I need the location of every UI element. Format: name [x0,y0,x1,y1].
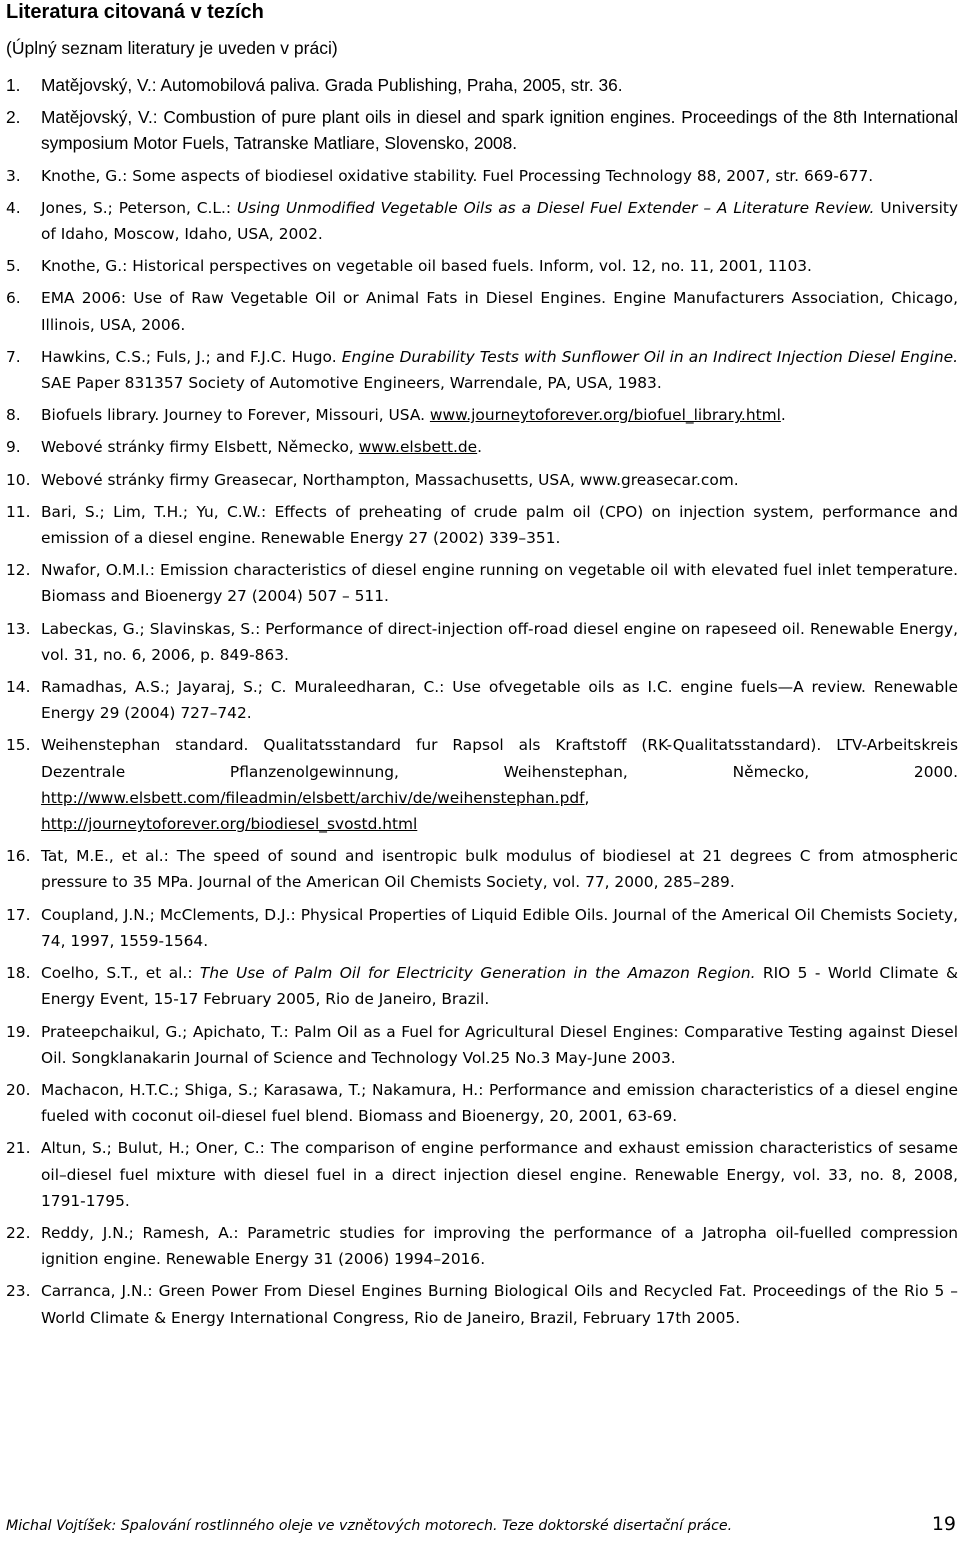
reference-text-part: Bari, S.; Lim, T.H.; Yu, C.W.: Effects of preheating of crude palm oil (CPO) on injection system, performance and emission of a diesel engine. Renewable Energy 27 (2002) 339–351. [41,502,958,548]
reference-item [6,72,958,98]
reference-text [41,434,958,460]
reference-item [6,616,958,668]
reference-text [41,1220,958,1272]
reference-text [41,1077,958,1129]
reference-text [41,285,958,337]
reference-number: 4. [6,198,21,217]
reference-item [6,1135,958,1214]
reference-item [6,285,958,337]
reference-number: 12. [6,561,31,580]
reference-link[interactable]: www.journeytoforever.org/biofuel_library.html [429,406,781,425]
reference-text-part: Webové stránky firmy Greasecar, Northampton, Massachusetts, USA, www.greasecar.com. [41,470,739,489]
reference-text-part: Jones, S.; Peterson, C.L.: [41,198,237,217]
reference-text-part: Matějovský, V.: Combustion of pure plant oils in diesel and spark ignition engines. Proceedings of the 8th International symposium Motor Fuels, Tatranske Matliare, Slovensko, 2008. [41,107,958,154]
reference-text-part: Altun, S.; Bulut, H.; Oner, C.: The comparison of engine performance and exhaust emission characteristics of sesame oil–diesel fuel mixture with diesel fuel in a direct injection diesel engine. Renewable Energy, vol. 33, no. 8, 2008, 1791-1795. [41,1139,958,1210]
reference-text-part: Carranca, J.N.: Green Power From Diesel Engines Burning Biological Oils and Recycled Fat. Proceedings of the Rio 5 – World Climate & Energy International Congress, Rio de Janeiro, Brazil, February 17th 2005. [41,1282,958,1327]
reference-text-part: Biofuels library. Journey to Forever, Missouri, USA. [41,406,430,425]
reference-text [41,1278,958,1330]
reference-text [41,1019,958,1071]
reference-text-part: , [584,788,590,807]
reference-text [41,104,958,156]
reference-item [6,344,958,396]
reference-text [41,1135,958,1214]
reference-text [41,674,958,726]
reference-item [6,195,958,247]
reference-number: 15. [6,736,31,755]
reference-link[interactable]: www.elsbett.de [358,438,478,457]
reference-item [6,434,958,460]
reference-item [6,1278,958,1330]
reference-text [41,402,958,428]
page-title: Literatura citovaná v tezích [6,1,264,23]
reference-item [6,557,958,609]
reference-item [6,843,958,895]
reference-number: 7. [6,347,21,366]
reference-text [41,467,958,493]
reference-item [6,104,958,156]
reference-text-part: Labeckas, G.; Slavinskas, S.: Performance of direct-injection off-road diesel engine on rapeseed oil. Renewable Energy, vol. 31, no. 6, 2006, p. 849-863. [41,619,958,664]
reference-number: 21. [6,1139,31,1158]
reference-item [6,499,958,551]
reference-item [6,674,958,726]
reference-number: 22. [6,1223,31,1242]
reference-title-italic: Using Unmodified Vegetable Oils as a Diesel Fuel Extender – A Literature Review. [236,198,875,217]
reference-item [6,163,958,189]
reference-number: 1. [6,75,21,95]
reference-number: 8. [6,406,21,425]
reference-text [41,253,958,279]
reference-text-part: Prateepchaikul, G.; Apichato, T.: Palm Oil as a Fuel for Agricultural Diesel Engines: Comparative Testing against Diesel Oil. Songklanakarin Journal of Science and Technology Vol.25 No.3 May-June 2003. [41,1022,958,1067]
reference-text-part: . [780,406,786,425]
reference-number: 11. [6,502,31,521]
page-number: 19 [931,1513,956,1535]
reference-number: 5. [6,257,21,276]
reference-number: 3. [6,166,21,185]
reference-item [6,902,958,954]
reference-text-part: Hawkins, C.S.; Fuls, J.; and F.J.C. Hugo. [41,347,342,366]
reference-number: 20. [6,1080,31,1099]
reference-text-part: Knothe, G.: Historical perspectives on vegetable oil based fuels. Inform, vol. 12, no. 11, 2001, 1103. [41,257,812,276]
reference-number: 23. [6,1282,31,1301]
reference-item [6,1019,958,1071]
reference-text [41,902,958,954]
reference-text-part: Webové stránky firmy Elsbett, Německo, [41,438,359,457]
reference-text-part: Coelho, S.T., et al.: [41,964,200,983]
reference-text-part: Nwafor, O.M.I.: Emission characteristics of diesel engine running on vegetable oil with elevated fuel inlet temperature. Biomass and Bioenergy 27 (2004) 507 – 511. [41,561,958,606]
reference-number: 9. [6,438,21,457]
reference-text-part: Matějovský, V.: Automobilová paliva. Grada Publishing, Praha, 2005, str. 36. [41,75,623,95]
reference-title-italic: Engine Durability Tests with Sunflower Oil in an Indirect Injection Diesel Engine. [341,347,958,366]
reference-number: 17. [6,905,31,924]
reference-number: 2. [6,107,21,128]
reference-text-part: Reddy, J.N.; Ramesh, A.: Parametric studies for improving the performance of a Jatropha oil-fuelled compression ignition engine. Renewable Energy 31 (2006) 1994–2016. [41,1223,958,1269]
page-footer [6,1513,958,1535]
reference-text [41,960,958,1012]
reference-link[interactable]: http://www.elsbett.com/fileadmin/elsbett/archiv/de/weihenstephan.pdf [41,788,585,807]
reference-item [6,732,958,837]
reference-text-part: Ramadhas, A.S.; Jayaraj, S.; C. Muraleedharan, C.: Use ofvegetable oils as I.C. engine fuels—A review. Renewable Energy 29 (2004) 727–742. [41,678,958,723]
reference-number: 16. [6,847,31,866]
reference-text [41,163,958,189]
reference-text-part: Coupland, J.N.; McClements, D.J.: Physical Properties of Liquid Edible Oils. Journal of the Americal Oil Chemists Society, 74, 1997, 1559-1564. [41,905,958,950]
reference-text-part: Knothe, G.: Some aspects of biodiesel oxidative stability. Fuel Processing Technology 88, 2007, str. 669-677. [41,166,874,185]
reference-item [6,960,958,1012]
reference-text-part: EMA 2006: Use of Raw Vegetable Oil or Animal Fats in Diesel Engines. Engine Manufacturers Association, Chicago, Illinois, USA, 2006. [41,289,958,334]
reference-number: 19. [6,1022,31,1041]
reference-text [41,499,958,551]
reference-text-part: SAE Paper 831357 Society of Automotive Engineers, Warrendale, PA, USA, 1983. [41,374,662,393]
document-page [6,0,958,1337]
reference-text [41,557,958,609]
reference-text-part: RIO 5 - World Climate & Energy Event, 15-17 February 2005, Rio de Janeiro, Brazil. [41,964,958,1009]
reference-item [6,1077,958,1129]
reference-text-part: University of Idaho, Moscow, Idaho, USA, 2002. [41,198,959,244]
reference-text [41,72,958,98]
reference-list [6,72,958,1331]
reference-number: 13. [6,619,31,638]
reference-link[interactable]: http://journeytoforever.org/biodiesel_svostd.html [41,815,418,834]
reference-number: 6. [6,289,21,308]
reference-text [41,195,958,247]
reference-text [41,344,958,396]
reference-text-part: Weihenstephan standard. Qualitatsstandard fur Rapsol als Kraftstoff (RK-Qualitatsstandard). LTV-Arbeitskreis Dezentrale Pflanzenolgewinnung, Weihenstephan, Německo, 2000. [41,736,958,781]
reference-item [6,1220,958,1272]
reference-text [41,843,958,895]
page-subtitle: (Úplný seznam literatury je uveden v práci) [6,38,338,58]
reference-title-italic: The Use of Palm Oil for Electricity Generation in the Amazon Region. [199,964,756,983]
reference-number: 18. [6,964,31,983]
reference-text-part: Tat, M.E., et al.: The speed of sound and isentropic bulk modulus of biodiesel at 21 degrees C from atmospheric pressure to 35 MPa. Journal of the American Oil Chemists Society, vol. 77, 2000, 285–289. [41,847,958,892]
reference-item [6,402,958,428]
reference-number: 10. [6,470,31,489]
reference-item [6,467,958,493]
reference-text-part: . [477,438,483,457]
reference-text [41,616,958,668]
reference-text-part: Machacon, H.T.C.; Shiga, S.; Karasawa, T.; Nakamura, H.: Performance and emission characteristics of a diesel engine fueled with coconut oil-diesel fuel blend. Biomass and Bioenergy, 20, 2001, 63-69. [41,1080,958,1126]
reference-number: 14. [6,678,31,697]
reference-text [41,732,958,837]
footer-text: Michal Vojtíšek: Spalování rostlinného oleje ve vznětových motorech. Teze doktorské disertační práce. [6,1518,733,1534]
reference-item [6,253,958,279]
